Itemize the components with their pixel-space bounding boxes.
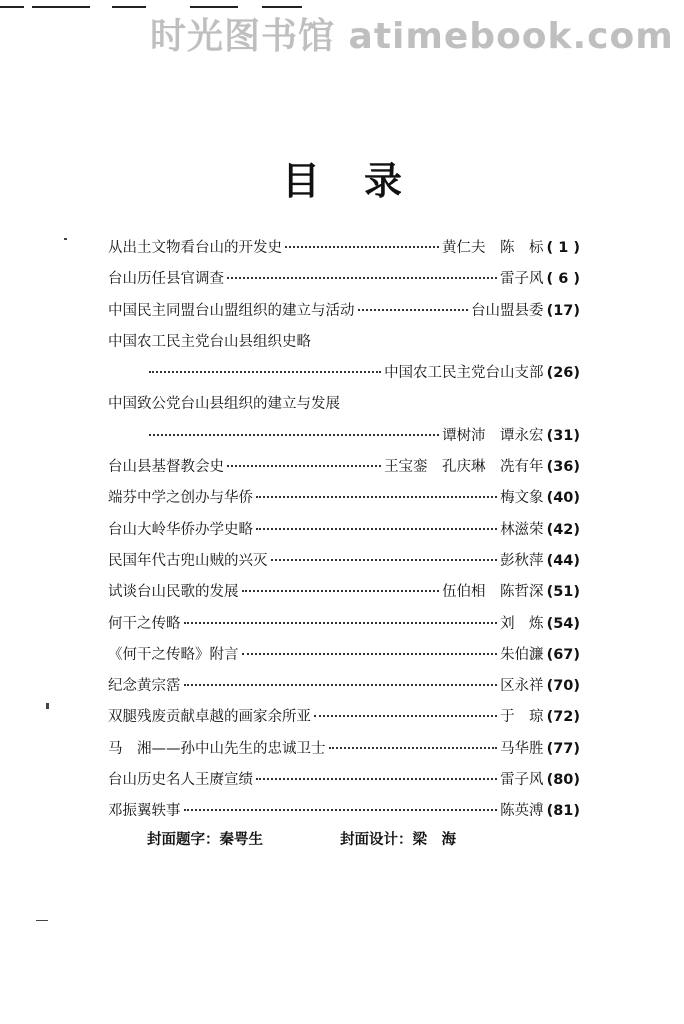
toc-entry-author: 雷子风: [500, 772, 544, 789]
toc-entry-title: 中国民主同盟台山盟组织的建立与活动: [108, 302, 355, 319]
toc-entry: [108, 267, 580, 298]
cover-calligraphy-credit: 封面题字：秦咢生: [147, 832, 263, 848]
toc-entry-page: (17): [546, 302, 580, 319]
toc-entry: [108, 612, 580, 643]
toc-entry-title: 中国农工民主党台山县组织史略: [108, 333, 311, 350]
dot-leader: [314, 715, 497, 717]
toc-entry-author: 梅文象: [500, 490, 544, 507]
toc-entry-author: 谭树沛 谭永宏: [442, 427, 544, 444]
toc-entry-title: 台山大岭华侨办学史略: [108, 521, 253, 538]
toc-entry-author: 彭秋萍: [500, 552, 544, 569]
toc-entry-page: (40): [546, 490, 580, 507]
dot-leader: [256, 528, 497, 530]
toc-entry-page: ( 6 ): [546, 271, 580, 288]
toc-entry: [108, 361, 580, 392]
toc-entry: [108, 236, 580, 267]
scan-speck: [36, 920, 48, 921]
toc-entry-title: 何干之传略: [108, 615, 181, 632]
dot-leader: [227, 277, 497, 279]
toc-entry-page: (54): [546, 615, 580, 632]
toc-entry-author: 于 琼: [500, 709, 544, 726]
dot-leader: [271, 559, 498, 561]
top-rule: [0, 6, 24, 8]
toc-entry-title: 从出土文物看台山的开发史: [108, 240, 282, 256]
table-of-contents: [108, 236, 580, 831]
toc-entry-page: (67): [546, 646, 580, 663]
toc-entry: [108, 486, 580, 517]
dot-leader: [184, 622, 498, 624]
toc-entry: [108, 737, 580, 768]
toc-entry-page: (77): [546, 740, 580, 757]
toc-entry-author: 林滋荣: [500, 521, 544, 538]
toc-entry: [108, 392, 580, 423]
toc-entry-author: 马华胜: [500, 740, 544, 757]
toc-entry-title: 民国年代古兜山贼的兴灭: [108, 552, 268, 569]
toc-entry-page: (42): [546, 521, 580, 538]
toc-entry-title: 台山历任县官调查: [108, 271, 224, 288]
toc-entry-author: 伍伯相 陈哲深: [442, 584, 544, 601]
toc-entry-title: 《何干之传略》附言: [108, 646, 239, 663]
toc-entry-title: 纪念黄宗霑: [108, 678, 181, 695]
toc-entry-page: (26): [546, 365, 580, 382]
toc-entry-page: ( 1 ): [546, 240, 580, 256]
toc-entry: [108, 455, 580, 486]
toc-entry: [108, 299, 580, 330]
toc-entry-author: 陈英溥: [500, 803, 544, 820]
toc-entry: [108, 580, 580, 611]
top-rule: [32, 6, 90, 8]
toc-entry-author: 雷子风: [500, 271, 544, 288]
toc-entry-author: 中国农工民主党台山支部: [384, 365, 544, 382]
toc-entry-page: (70): [546, 678, 580, 695]
toc-entry-title: 端芬中学之创办与华侨: [108, 490, 253, 507]
toc-entry-author: 台山盟县委: [471, 302, 544, 319]
toc-entry-page: (44): [546, 552, 580, 569]
scan-speck: [46, 703, 49, 709]
toc-entry-page: (72): [546, 709, 580, 726]
toc-entry-author: 王宝銮 孔庆琳 冼有年: [384, 459, 544, 476]
dot-leader: [184, 684, 498, 686]
toc-entry-title: 台山县基督教会史: [108, 459, 224, 476]
toc-entry: [108, 424, 580, 455]
dot-leader: [329, 747, 498, 749]
scan-speck: [64, 238, 67, 240]
toc-entry-title: 台山历史名人王赓宣绩: [108, 772, 253, 789]
dot-leader: [227, 465, 381, 467]
dot-leader: [242, 653, 498, 655]
dot-leader: [358, 309, 469, 311]
toc-entry-page: (31): [546, 427, 580, 444]
watermark: 时光图书馆 atimebook.com: [150, 16, 674, 57]
toc-entry: [108, 518, 580, 549]
toc-entry-page: (51): [546, 584, 580, 601]
toc-entry-title: 邓振翼轶事: [108, 803, 181, 820]
dot-leader: [184, 809, 498, 811]
toc-entry: [108, 674, 580, 705]
dot-leader: [256, 496, 497, 498]
dot-leader: [149, 434, 439, 436]
toc-entry-title: 马 湘——孙中山先生的忠诚卫士: [108, 740, 326, 757]
toc-entry: [108, 549, 580, 580]
toc-entry: [108, 799, 580, 830]
toc-entry-page: (80): [546, 772, 580, 789]
toc-entry: [108, 768, 580, 799]
dot-leader: [256, 778, 497, 780]
toc-entry: [108, 330, 580, 361]
dot-leader: [285, 246, 439, 248]
toc-entry-page: (81): [546, 803, 580, 820]
page-title: 目录: [281, 158, 446, 203]
toc-entry-author: 朱伯濂: [500, 646, 544, 663]
toc-entry: [108, 705, 580, 736]
cover-credits: [147, 828, 456, 849]
toc-entry-title: 中国致公党台山县组织的建立与发展: [108, 396, 340, 413]
cover-design-credit: 封面设计：梁 海: [340, 832, 457, 848]
dot-leader: [242, 590, 440, 592]
toc-entry-title: 双腿残废贡献卓越的画家余所亚: [108, 709, 311, 726]
toc-entry: [108, 643, 580, 674]
dot-leader: [149, 371, 381, 373]
top-rule: [112, 6, 146, 8]
toc-entry-author: 黄仁夫 陈 标: [442, 240, 544, 256]
toc-entry-page: (36): [546, 459, 580, 476]
toc-entry-title: 试谈台山民歌的发展: [108, 584, 239, 601]
toc-entry-author: 刘 炼: [500, 615, 544, 632]
toc-entry-author: 区永祥: [500, 678, 544, 695]
